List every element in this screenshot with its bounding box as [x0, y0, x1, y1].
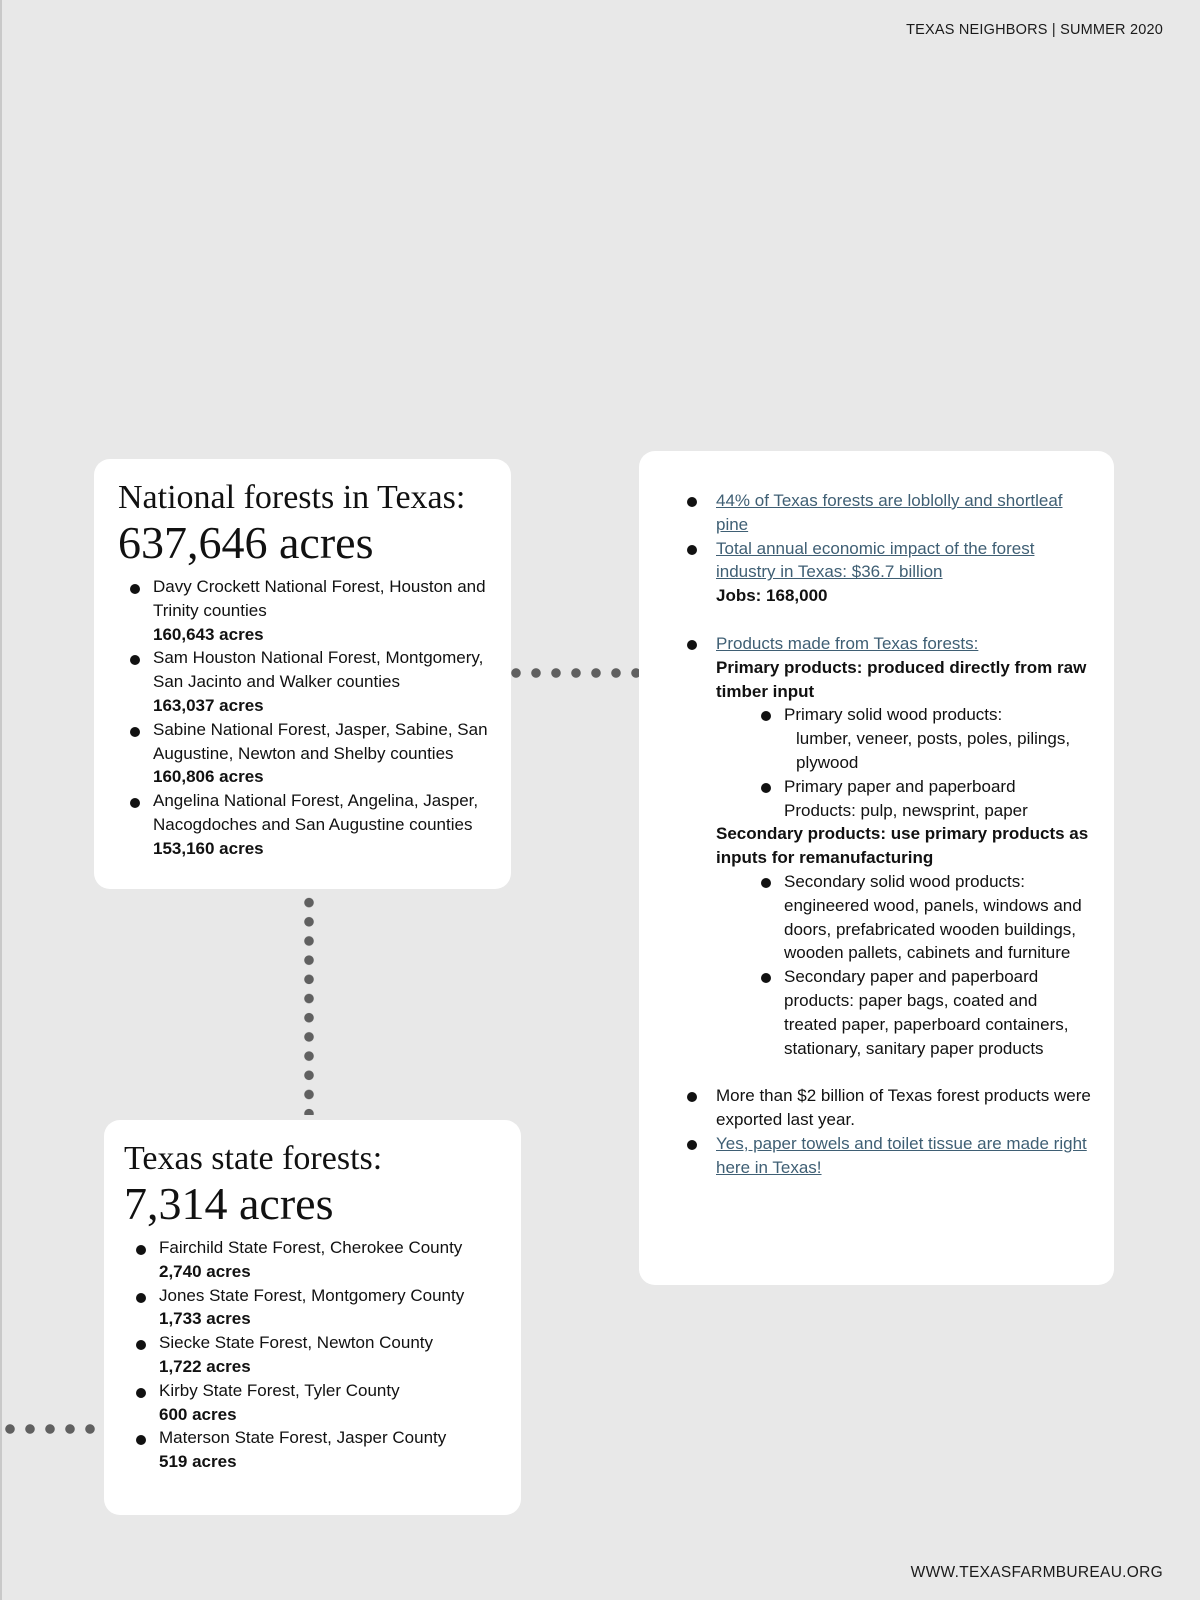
forest-name: Sam Houston National Forest, Montgomery, San Jacinto and Walker counties	[153, 648, 484, 692]
page-left-rule	[0, 0, 2, 1600]
forest-facts-list	[687, 489, 1094, 1180]
state-forests-list	[124, 1236, 509, 1474]
forest-name: Fairchild State Forest, Cherokee County	[159, 1238, 463, 1257]
secondary-solid-products: Secondary solid wood products: engineered wood, panels, windows and doors, prefabricated wooden buildings, wooden pallets, cabinets and furniture	[784, 871, 1082, 963]
forest-name: Sabine National Forest, Jasper, Sabine, San Augustine, Newton and Shelby counties	[153, 719, 488, 763]
national-forests-heading: National forests in Texas:	[118, 479, 466, 516]
list-item	[687, 632, 1094, 1060]
national-forests-total: 637,646 acres	[118, 517, 374, 568]
primary-solid-title: Primary solid wood products:	[784, 705, 1003, 725]
list-item	[118, 789, 499, 860]
forest-acres: 1,733 acres	[159, 1309, 251, 1329]
state-forests-heading: Texas state forests:	[124, 1140, 383, 1177]
forest-acres: 1,722 acres	[159, 1356, 251, 1376]
forest-acres: 600 acres	[159, 1404, 237, 1424]
forest-name: Davy Crockett National Forest, Houston and Trinity counties	[153, 577, 486, 620]
list-item	[687, 489, 1094, 537]
list-item	[124, 1426, 509, 1474]
connector-state-left	[0, 1424, 105, 1434]
primary-solid-items: lumber, veneer, posts, poles, pilings, plywood	[796, 729, 1071, 772]
national-forests-list	[118, 575, 499, 861]
list-item	[687, 1132, 1094, 1180]
list-item	[716, 775, 1094, 823]
forest-name: Siecke State Forest, Newton County	[159, 1333, 434, 1353]
forest-acres: 519 acres	[159, 1452, 237, 1472]
primary-products-heading: Primary products: produced directly from raw timber input	[716, 657, 1087, 701]
secondary-products-list	[716, 870, 1094, 1060]
connector-national-to-facts	[506, 668, 640, 678]
jobs-count: Jobs: 168,000	[716, 586, 828, 606]
forest-acres: 2,740 acres	[159, 1261, 251, 1281]
primary-products-list	[716, 703, 1094, 822]
list-item	[124, 1379, 509, 1427]
forest-facts-card	[639, 451, 1114, 1285]
pine-fact-link[interactable]: 44% of Texas forests are loblolly and shortleaf pine	[716, 491, 1063, 534]
forest-acres: 160,643 acres	[153, 624, 264, 644]
list-item	[716, 965, 1094, 1060]
connector-national-to-state	[304, 893, 314, 1115]
forest-name: Materson State Forest, Jasper County	[159, 1428, 447, 1448]
forest-name: Kirby State Forest, Tyler County	[159, 1380, 400, 1400]
list-item	[687, 1084, 1094, 1132]
list-item	[716, 870, 1094, 965]
list-item	[118, 646, 499, 717]
economic-impact-link[interactable]: Total annual economic impact of the forest industry in Texas: $36.7 billion	[716, 538, 1035, 582]
forest-acres: 163,037 acres	[153, 695, 264, 715]
products-link[interactable]: Products made from Texas forests:	[716, 633, 979, 653]
forest-acres: 153,160 acres	[153, 838, 264, 858]
list-item	[716, 703, 1094, 774]
list-item	[687, 537, 1094, 608]
state-forests-total: 7,314 acres	[124, 1178, 334, 1229]
publication-header: TEXAS NEIGHBORS | SUMMER 2020	[906, 22, 1163, 38]
paper-towels-link[interactable]: Yes, paper towels and toilet tissue are made right here in Texas!	[716, 1133, 1087, 1177]
list-item	[124, 1284, 509, 1332]
list-item	[124, 1331, 509, 1379]
exports-fact: More than $2 billion of Texas forest products were exported last year.	[716, 1086, 1091, 1130]
website-url: WWW.TEXASFARMBUREAU.ORG	[910, 1564, 1163, 1581]
primary-paper-title: Primary paper and paperboard	[784, 776, 1016, 796]
primary-paper-items: Products: pulp, newsprint, paper	[784, 800, 1028, 820]
list-item	[118, 575, 499, 646]
list-item	[124, 1236, 509, 1284]
state-forests-card	[104, 1120, 521, 1515]
national-forests-card	[94, 459, 511, 889]
secondary-paper-products: Secondary paper and paperboard products: paper bags, coated and treated paper, paperboard containers, stationary, sanitary paper products	[784, 967, 1069, 1058]
forest-name: Angelina National Forest, Angelina, Jasper, Nacogdoches and San Augustine counties	[153, 791, 479, 834]
secondary-products-heading: Secondary products: use primary products as inputs for remanufacturing	[716, 824, 1089, 868]
forest-name: Jones State Forest, Montgomery County	[159, 1285, 465, 1305]
forest-acres: 160,806 acres	[153, 767, 264, 787]
list-item	[118, 718, 499, 789]
